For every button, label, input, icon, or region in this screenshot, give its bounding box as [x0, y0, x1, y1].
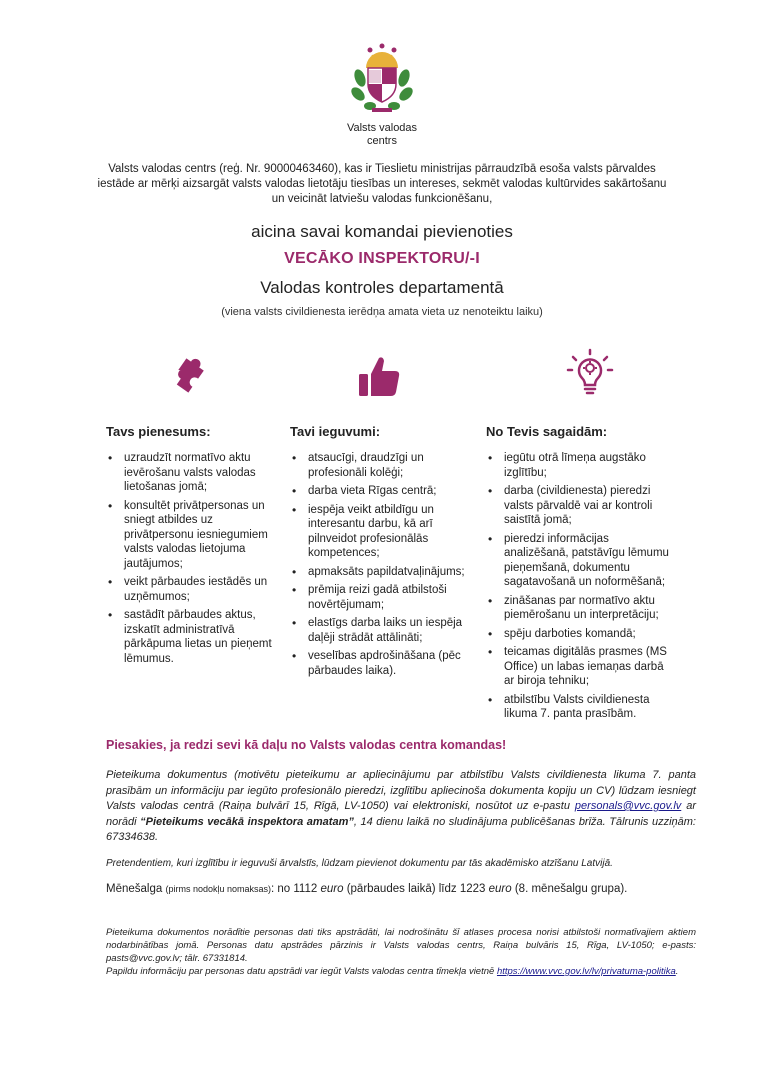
column-contribution [106, 424, 274, 670]
apply-heading: Piesakies, ja redzi sevi kā daļu no Valsts valodas centra komandas! [106, 738, 507, 752]
coat-of-arms-logo [342, 38, 422, 118]
list-item: • darba vieta Rīgas centrā; [290, 484, 468, 499]
list-item: • teicamas digitālās prasmes (MS Office) un labas iemaņas darbā ar biroja tehniku; [486, 645, 674, 689]
benefits-list [290, 451, 468, 678]
list-item: • darba (civildienesta) pieredzi valsts pārvaldē vai ar kontroli saistītā jomā; [486, 484, 674, 528]
column-requirements [486, 424, 674, 726]
contribution-list [106, 451, 274, 666]
department-name: Valodas kontroles departamentā [260, 278, 504, 297]
salary-line: Mēnešalga (pirms nodokļu nomaksas): no 1112 euro (pārbaudes laikā) līdz 1223 euro (8. mēnešalgu grupa). [106, 883, 628, 895]
foreign-education-note: Pretendentiem, kuri izglītību ir ieguvuši ārvalstīs, lūdzam pievienot dokumentu par tās akadēmisko atzīšanu Latvijā. [106, 858, 613, 869]
list-item: • veselības apdrošināšana (pēc pārbaudes laika). [290, 649, 468, 678]
column-title: Tavi ieguvumi: [290, 424, 381, 439]
application-paragraph: Pieteikuma dokumentus (motivētu pieteikumu ar apliecinājumu par atbilstību Valsts civildienesta likuma 7. panta prasībām un informāciju par iegūto profesionālo pieredzi, izglītību apliecinoša dokumenta kopiju un CV) lūdzam iesniegt Valsts valodas centrā (Raiņa bulvārī 15, Rīgā, LV-1050) vai elektroniski, nosūtot uz e-pastu personals@vvc.gov.lv ar norādi “Pieteikums vecākā inspektora amatam”, 14 dienu laikā no sludinājuma publicēšanas brīža. Tālrunis uzziņām: 67334638. [106, 769, 696, 843]
list-item: • atbilstību Valsts civildienesta likuma 7. panta prasībām. [486, 693, 674, 722]
list-item: • atsaucīgi, draudzīgi un profesionāli kolēģi; [290, 451, 468, 480]
puzzle-icon [165, 348, 215, 398]
list-item: • iespēja veikt atbildīgu un interesantu darbu, kā arī pilnveidot profesionālās kompetences; [290, 503, 468, 561]
email-link[interactable]: personals@vvc.gov.lv [574, 800, 682, 812]
list-item: • sastādīt pārbaudes aktus, izskatīt administratīvā pārkāpuma lietas un pieņemt lēmumus. [106, 608, 274, 666]
lightbulb-icon [565, 348, 615, 398]
privacy-notice: Pieteikuma dokumentos norādītie personas dati tiks apstrādāti, lai nodrošinātu šī atlases procesa norisi atbilstoši normatīvajiem aktiem nodarbinātības jomā. Personas datu apstrādes pārzinis ir Valsts valodas centrs, Raiņa bulvāris 15, Rīga, LV-1050; e-pasts: pasts@vvc.gov.lv; tālr. 67331814. Papildu informāciju par personas datu apstrādi var iegūt Valsts valodas centra tīmekļa vietnē https://www.vvc.gov.lv/lv/privatuma-politika. [106, 927, 696, 977]
list-item: • zināšanas par normatīvo aktu piemērošanu un interpretāciju; [486, 594, 674, 623]
intro-paragraph: Valsts valodas centrs (reģ. Nr. 90000463460), kas ir Tieslietu ministrijas pārraudzībā esoša valsts pārvaldes iestāde ar mērķi aizsargāt valsts valodas lietotāju tiesības un intereses, sekmēt valodas kultūrvides sakārtošanu un veicināt latviešu valodas funkcionēšanu, [97, 163, 667, 205]
requirements-list [486, 451, 674, 722]
list-item: • konsultēt privātpersonas un sniegt atbildes uz privātpersonu iesniegumiem valsts valodas lietojuma jautājumos; [106, 499, 274, 572]
list-item: • prēmija reizi gadā atbilstoši novērtējumam; [290, 583, 468, 612]
list-item: • apmaksāts papildatvaļinājums; [290, 565, 468, 580]
position-note: (viena valsts civildienesta ierēdņa amata vieta uz nenoteiktu laiku) [221, 306, 543, 318]
subject-text: “Pieteikums vecākā inspektora amatam” [140, 815, 354, 828]
list-item: • veikt pārbaudes iestādēs un uzņēmumos; [106, 575, 274, 604]
column-title: No Tevis sagaidām: [486, 424, 608, 439]
column-benefits [290, 424, 468, 682]
position-title: VECĀKO INSPEKTORU/-I [284, 250, 480, 267]
list-item: • uzraudzīt normatīvo aktu ievērošanu valsts valodas lietošanas jomā; [106, 451, 274, 495]
thumbs-up-icon [355, 352, 405, 402]
column-title: Tavs pienesums: [106, 424, 211, 439]
invite-text: aicina savai komandai pievienoties [251, 222, 513, 241]
list-item: • pieredzi informācijas analizēšanā, patstāvīgu lēmumu pieņemšanā, dokumentu sagatavošanā un noformēšanā; [486, 532, 674, 590]
privacy-policy-link[interactable]: https://www.vvc.gov.lv/lv/privatuma-politika [496, 966, 676, 977]
list-item: • elastīgs darba laiks un iespēja daļēji strādāt attālināti; [290, 616, 468, 645]
list-item: • spēju darboties komandā; [486, 627, 674, 642]
list-item: • iegūtu otrā līmeņa augstāko izglītību; [486, 451, 674, 480]
logo-name: Valsts valodas centrs [346, 122, 418, 147]
